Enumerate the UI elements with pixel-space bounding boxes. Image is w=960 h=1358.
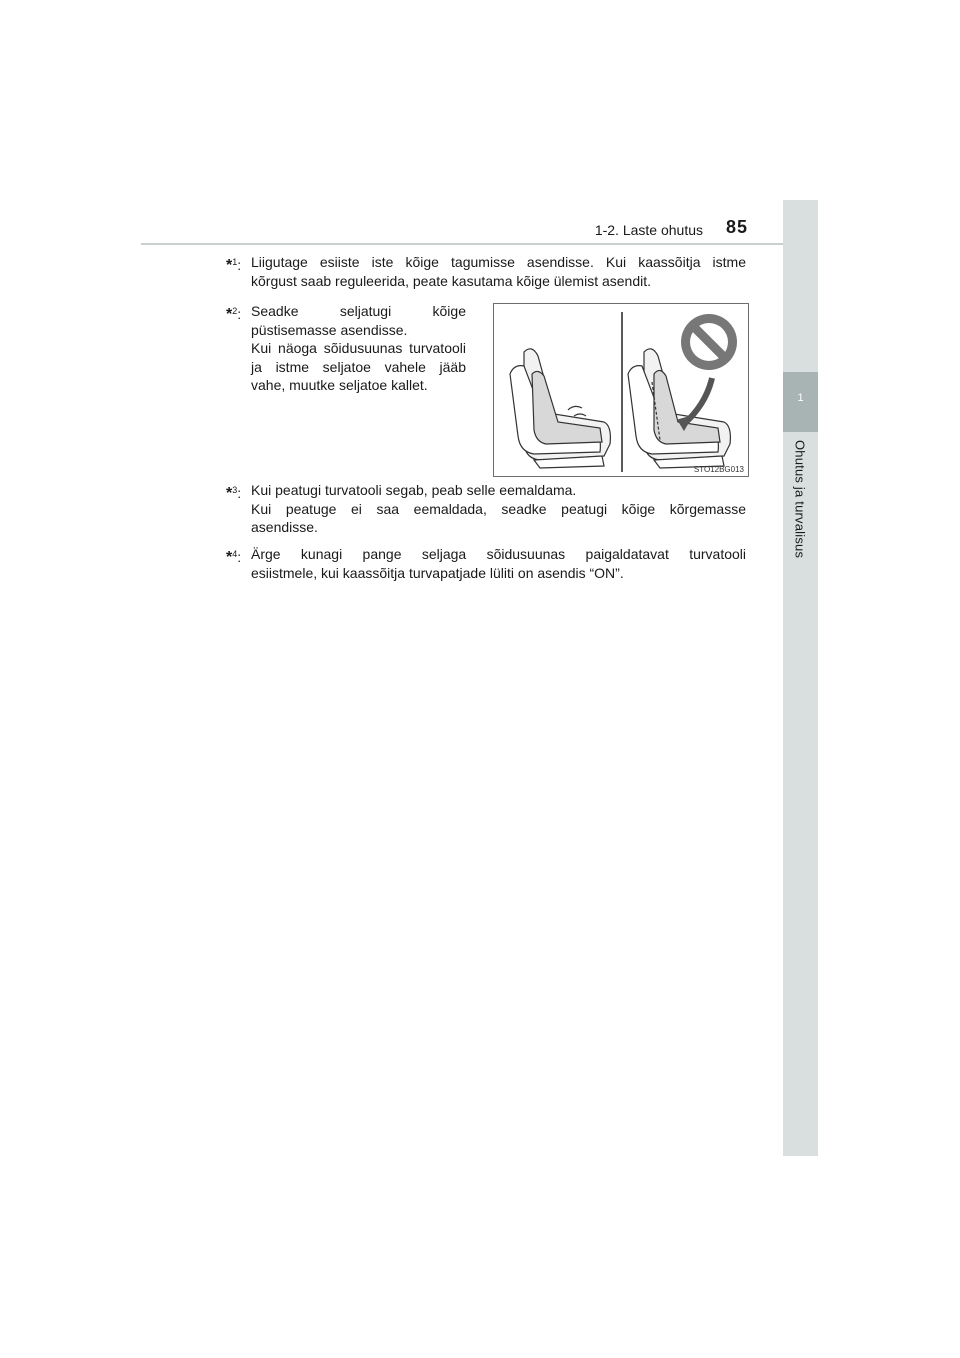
chapter-number: 1: [797, 392, 804, 404]
chapter-title-text: Ohutus ja turvalisus: [792, 440, 808, 559]
page-number: 85: [725, 217, 748, 237]
footnote-line: kõrgust saab reguleerida, peate kasutama kõige ülemist asendit.: [251, 272, 652, 289]
chapter-side-tab: [783, 200, 818, 1156]
footnote-2: [226, 302, 466, 395]
footnote-line: vahe, muutke seljatoe kallet.: [251, 377, 428, 393]
footnote-line: ja istme seljatoe vahele jääb: [251, 358, 466, 375]
footnote-1: [226, 253, 746, 290]
child-seat-upright-icon: [510, 349, 610, 468]
footnote-line: Kui peatugi turvatooli segab, peab selle eemaldama.: [251, 482, 577, 498]
footnote-marker: *$^2$:: [226, 306, 242, 323]
prohibited-icon: [681, 314, 737, 370]
footnote-line: asendisse.: [251, 519, 318, 535]
footnote-line: Liigutage esiiste iste kõige tagumisse asendisse. Kui kaassõitja istme: [251, 254, 746, 270]
footnote-line: Kui näoga sõidusuunas turvatooli: [251, 340, 466, 356]
figure-code: STO12BG013: [693, 465, 744, 474]
footnote-line: esiistmele, kui kaassõitja turvapatjade lüliti on asendis “ON”.: [251, 564, 624, 581]
child-seat-figure: [493, 303, 749, 477]
section-title: 1-2. Laste ohutus: [594, 222, 703, 238]
chapter-title: [770, 440, 830, 570]
footnote-line: Ärge kunagi pange seljaga sõidusuunas paigaldatavat turvatooli: [251, 546, 746, 562]
footnote-line: Seadke seljatugi kõige: [251, 303, 466, 319]
footnote-line: Kui peatuge ei saa eemaldada, seadke peatugi kõige kõrgemasse: [251, 500, 746, 517]
footnote-3: [226, 481, 746, 537]
header-rule: [141, 243, 818, 245]
footnote-marker: *$^3$:: [226, 485, 242, 502]
footnote-marker: *$^4$:: [226, 549, 242, 566]
footnote-marker: *$^1$:: [226, 257, 242, 274]
footnote-line: püstisemasse asendisse.: [251, 321, 408, 338]
footnote-4: [226, 545, 746, 582]
child-seat-illustration: [494, 304, 750, 478]
